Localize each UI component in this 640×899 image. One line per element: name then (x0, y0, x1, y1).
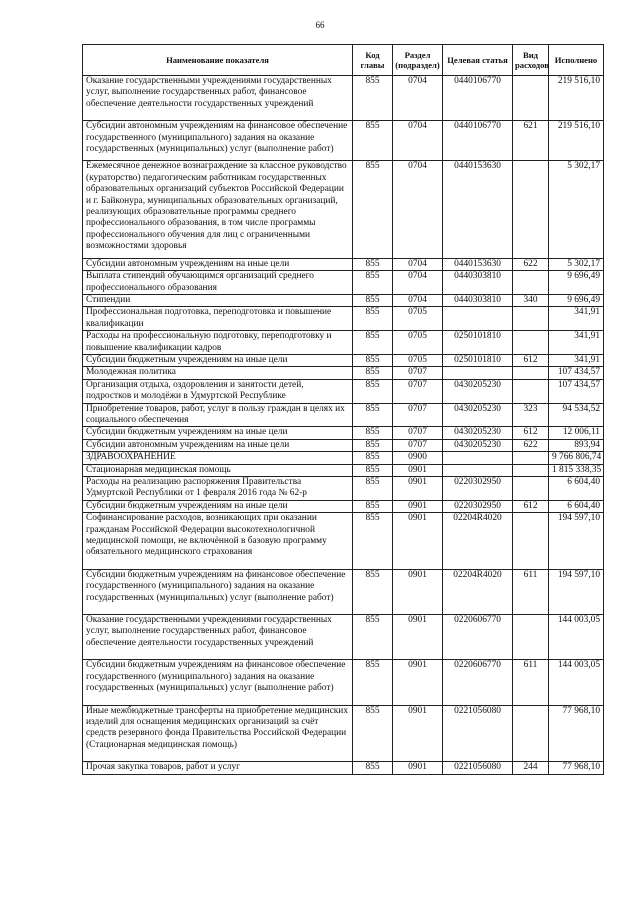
row-glava: 855 (353, 331, 393, 355)
table-row (83, 379, 604, 403)
row-name (83, 762, 353, 774)
row-razdel: 0705 (393, 354, 443, 366)
row-ispolneno: 107 434,57 (549, 367, 604, 379)
row-glava: 855 (353, 161, 393, 258)
row-name-text: Молодежная политика (86, 367, 176, 378)
row-glava: 855 (353, 294, 393, 306)
row-vid: 611 (513, 660, 549, 705)
row-glava: 855 (353, 477, 393, 501)
row-statya: 0430205230 (443, 403, 513, 427)
row-razdel: 0707 (393, 403, 443, 427)
page-number: 66 (315, 20, 325, 30)
header-vid: Вид расходов (513, 45, 549, 76)
row-statya (443, 367, 513, 379)
row-ispolneno: 219 516,10 (549, 76, 604, 121)
row-ispolneno: 12 006,11 (549, 427, 604, 439)
row-razdel: 0704 (393, 258, 443, 270)
table-row (83, 307, 604, 331)
table-row (83, 294, 604, 306)
row-ispolneno: 219 516,10 (549, 121, 604, 161)
row-vid (513, 161, 549, 258)
row-ispolneno: 5 302,17 (549, 258, 604, 270)
row-glava: 855 (353, 513, 393, 570)
table-row (83, 354, 604, 366)
row-name-text: Оказание государственными учреждениями государственных услуг, выполнение государственных работ, финансовое обеспечение деятельности государственных учреждений (86, 76, 332, 109)
table-row (83, 464, 604, 476)
table-row (83, 331, 604, 355)
header-razdel: Раздел (подраздел) (393, 45, 443, 76)
row-razdel: 0705 (393, 307, 443, 331)
row-glava: 855 (353, 464, 393, 476)
row-name-text: Иные межбюджетные трансферты на приобретение медицинских изделий для оснащения медицинских организаций за счёт средств резервного фонда Правительства Российской Федерации (Стационарная медицинская помощь) (86, 705, 349, 750)
row-glava: 855 (353, 403, 393, 427)
row-razdel: 0901 (393, 762, 443, 774)
row-name (83, 427, 353, 439)
row-name-text: Расходы на реализацию распоряжения Правительства Удмуртской Республики от 1 февраля 2016 года № 62-р (86, 477, 307, 499)
row-ispolneno: 9 696,49 (549, 294, 604, 306)
row-statya (443, 307, 513, 331)
row-name-text: Оказание государственными учреждениями государственных услуг, выполнение государственных работ, финансовое обеспечение деятельности государственных учреждений (86, 615, 332, 648)
row-glava: 855 (353, 705, 393, 762)
row-razdel: 0705 (393, 331, 443, 355)
row-vid: 340 (513, 294, 549, 306)
row-statya: 0440303810 (443, 271, 513, 295)
header-name: Наименование показателя (83, 45, 353, 76)
row-name (83, 354, 353, 366)
table-row (83, 762, 604, 774)
row-ispolneno: 9 696,49 (549, 271, 604, 295)
row-name-text: Расходы на профессиональную подготовку, переподготовку и повышение квалификации кадров (86, 331, 332, 353)
row-glava: 855 (353, 367, 393, 379)
row-statya (443, 452, 513, 464)
row-ispolneno: 194 597,10 (549, 513, 604, 570)
row-name-text: Стационарная медицинская помощь (86, 464, 231, 475)
row-ispolneno: 341,91 (549, 354, 604, 366)
table-body (83, 76, 604, 775)
table-row (83, 569, 604, 614)
table-row (83, 367, 604, 379)
row-name (83, 379, 353, 403)
row-statya: 0440303810 (443, 294, 513, 306)
row-name-text: Прочая закупка товаров, работ и услуг (86, 762, 240, 773)
row-razdel: 0901 (393, 660, 443, 705)
row-razdel: 0707 (393, 439, 443, 451)
table-row (83, 427, 604, 439)
row-razdel: 0901 (393, 705, 443, 762)
row-ispolneno: 144 003,05 (549, 615, 604, 660)
row-razdel: 0704 (393, 76, 443, 121)
row-vid (513, 452, 549, 464)
table-row (83, 76, 604, 121)
row-vid (513, 513, 549, 570)
row-ispolneno: 107 434,57 (549, 379, 604, 403)
row-glava: 855 (353, 660, 393, 705)
row-name-text: ЗДРАВООХРАНЕНИЕ (86, 452, 176, 463)
row-ispolneno: 77 968,10 (549, 705, 604, 762)
row-razdel: 0900 (393, 452, 443, 464)
row-vid (513, 331, 549, 355)
row-name-text: Субсидии автономным учреждениям на иные цели (86, 439, 290, 450)
row-razdel: 0704 (393, 121, 443, 161)
table-row (83, 271, 604, 295)
table-row (83, 705, 604, 762)
row-name-text: Субсидии бюджетным учреждениям на иные цели (86, 427, 288, 438)
table-row (83, 615, 604, 660)
row-razdel: 0704 (393, 294, 443, 306)
row-name-text: Выплата стипендий обучающимся организаций среднего профессионального образования (86, 271, 314, 293)
row-name (83, 367, 353, 379)
row-glava: 855 (353, 452, 393, 464)
row-razdel: 0704 (393, 161, 443, 258)
row-statya: 0220302950 (443, 477, 513, 501)
row-name (83, 76, 353, 121)
row-statya: 0250101810 (443, 354, 513, 366)
row-statya: 02204R4020 (443, 513, 513, 570)
row-glava: 855 (353, 354, 393, 366)
row-name (83, 452, 353, 464)
row-statya: 0440106770 (443, 76, 513, 121)
row-razdel: 0707 (393, 379, 443, 403)
row-razdel: 0707 (393, 367, 443, 379)
row-vid: 323 (513, 403, 549, 427)
row-statya: 0221056080 (443, 705, 513, 762)
row-razdel: 0704 (393, 271, 443, 295)
row-name (83, 513, 353, 570)
row-name-text: Профессиональная подготовка, переподготовка и повышение квалификации (86, 307, 332, 329)
row-ispolneno: 94 534,52 (549, 403, 604, 427)
row-name (83, 121, 353, 161)
table-header-row (83, 45, 604, 76)
row-glava: 855 (353, 439, 393, 451)
row-name (83, 705, 353, 762)
table-row (83, 121, 604, 161)
row-name (83, 294, 353, 306)
row-glava: 855 (353, 762, 393, 774)
table-row (83, 439, 604, 451)
row-razdel: 0901 (393, 464, 443, 476)
row-name-text: Субсидии бюджетным учреждениям на иные цели (86, 500, 288, 511)
row-vid (513, 705, 549, 762)
row-name (83, 271, 353, 295)
row-name (83, 403, 353, 427)
row-statya: 0220302950 (443, 500, 513, 512)
row-vid: 612 (513, 500, 549, 512)
row-ispolneno: 5 302,17 (549, 161, 604, 258)
row-name-text: Субсидии автономным учреждениям на иные цели (86, 258, 290, 269)
row-glava: 855 (353, 427, 393, 439)
row-vid (513, 379, 549, 403)
header-glava: Код главы (353, 45, 393, 76)
row-vid: 611 (513, 569, 549, 614)
row-name-text: Субсидии бюджетным учреждениям на иные цели (86, 354, 288, 365)
row-statya: 0430205230 (443, 379, 513, 403)
table-row (83, 258, 604, 270)
row-name (83, 331, 353, 355)
row-statya: 0440106770 (443, 121, 513, 161)
row-razdel: 0901 (393, 513, 443, 570)
row-statya: 0220606770 (443, 660, 513, 705)
row-name (83, 439, 353, 451)
row-glava: 855 (353, 121, 393, 161)
row-razdel: 0901 (393, 500, 443, 512)
row-name-text: Субсидии бюджетным учреждениям на финансовое обеспечение государственного (муниципального) задания на оказание государственных (муниципальных) услуг (выполнение работ) (86, 569, 346, 603)
row-razdel: 0707 (393, 427, 443, 439)
row-vid (513, 615, 549, 660)
row-vid: 244 (513, 762, 549, 774)
row-name-text: Софинансирование расходов, возникающих при оказании гражданам Российской Федерации высокотехнологичной медицинской помощи, не включённой в базовую программу обязательного медицинского страхования (86, 513, 327, 558)
expenditure-table (82, 44, 604, 775)
row-statya: 0221056080 (443, 762, 513, 774)
header-ispolneno: Исполнено (549, 45, 604, 76)
row-name (83, 477, 353, 501)
row-vid (513, 367, 549, 379)
row-glava: 855 (353, 271, 393, 295)
row-ispolneno: 6 604,40 (549, 500, 604, 512)
row-ispolneno: 1 815 338,35 (549, 464, 604, 476)
row-vid (513, 307, 549, 331)
row-razdel: 0901 (393, 477, 443, 501)
row-ispolneno: 893,94 (549, 439, 604, 451)
row-name (83, 161, 353, 258)
row-statya: 0440153630 (443, 258, 513, 270)
table-row (83, 403, 604, 427)
row-ispolneno: 77 968,10 (549, 762, 604, 774)
row-name-text: Субсидии бюджетным учреждениям на финансовое обеспечение государственного (муниципального) задания на оказание государственных (муниципальных) услуг (выполнение работ) (86, 660, 346, 694)
row-ispolneno: 341,91 (549, 307, 604, 331)
row-vid: 612 (513, 427, 549, 439)
table-row (83, 452, 604, 464)
row-ispolneno: 194 597,10 (549, 569, 604, 614)
row-name (83, 258, 353, 270)
row-vid (513, 271, 549, 295)
row-statya: 0440153630 (443, 161, 513, 258)
row-glava: 855 (353, 569, 393, 614)
row-razdel: 0901 (393, 615, 443, 660)
row-name (83, 307, 353, 331)
row-vid: 622 (513, 439, 549, 451)
row-glava: 855 (353, 615, 393, 660)
row-ispolneno: 144 003,05 (549, 660, 604, 705)
row-vid: 622 (513, 258, 549, 270)
row-ispolneno: 6 604,40 (549, 477, 604, 501)
row-statya: 0430205230 (443, 439, 513, 451)
row-glava: 855 (353, 500, 393, 512)
table-row (83, 500, 604, 512)
row-statya: 0220606770 (443, 615, 513, 660)
row-name-text: Организация отдыха, оздоровления и занятости детей, подростков и молодёжи в Удмуртской Республике (86, 379, 304, 402)
row-statya: 02204R4020 (443, 569, 513, 614)
table-row (83, 477, 604, 501)
header-statya: Целевая статья (443, 45, 513, 76)
row-statya: 0430205230 (443, 427, 513, 439)
row-glava: 855 (353, 307, 393, 331)
row-ispolneno: 9 766 806,74 (549, 452, 604, 464)
row-name (83, 569, 353, 614)
row-name (83, 615, 353, 660)
row-vid: 612 (513, 354, 549, 366)
row-name-text: Субсидии автономным учреждениям на финансовое обеспечение государственного (муниципального) задания на оказание государственных (муниципальных) услуг (выполнение работ) (86, 121, 348, 155)
row-name-text: Ежемесячное денежное вознаграждение за классное руководство (кураторство) педагогическим работникам государственных образовательных организаций субъектов Российской Федерации и г. Байконура, муниципальных образовательных организаций, реализующих образовательные программы среднего профессионального образования, в том числе программы профессионального обучения для лиц с ограниченными возможностями здоровья (86, 161, 347, 252)
row-razdel: 0901 (393, 569, 443, 614)
table-row (83, 513, 604, 570)
row-statya (443, 464, 513, 476)
row-vid (513, 76, 549, 121)
row-ispolneno: 341,91 (549, 331, 604, 355)
row-glava: 855 (353, 258, 393, 270)
row-glava: 855 (353, 76, 393, 121)
row-vid (513, 477, 549, 501)
row-name-text: Стипендии (86, 294, 131, 305)
row-name-text: Приобретение товаров, работ, услуг в пользу граждан в целях их социального обеспечения (86, 403, 345, 425)
row-name (83, 500, 353, 512)
row-name (83, 660, 353, 705)
table-row (83, 660, 604, 705)
row-vid: 621 (513, 121, 549, 161)
row-name (83, 464, 353, 476)
row-glava: 855 (353, 379, 393, 403)
row-statya: 0250101810 (443, 331, 513, 355)
table-row (83, 161, 604, 258)
row-vid (513, 464, 549, 476)
